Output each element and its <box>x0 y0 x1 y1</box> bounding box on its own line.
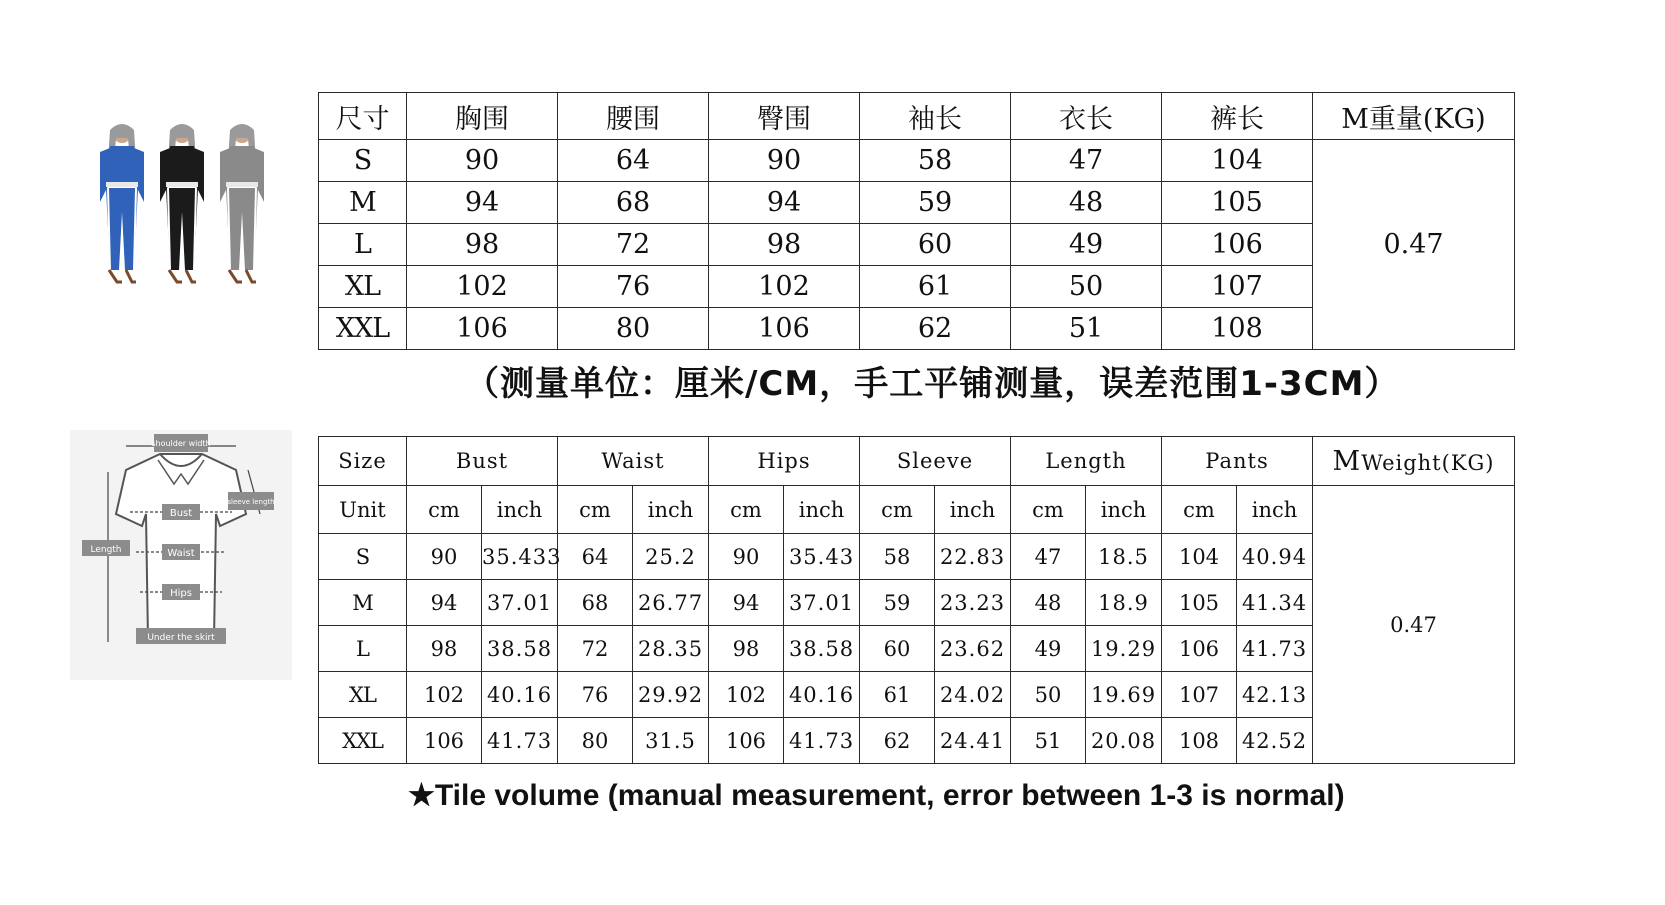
table-cell: 80 <box>558 308 709 350</box>
table-cell: 106 <box>709 308 860 350</box>
table-cell: 51 <box>1011 308 1162 350</box>
table-cell: 23.23 <box>935 580 1011 626</box>
table-cell: 41.73 <box>784 718 860 764</box>
table-cell: 105 <box>1162 580 1237 626</box>
table-cell: 31.5 <box>633 718 709 764</box>
header-weight <box>1313 437 1515 486</box>
size-cell: XL <box>319 266 407 308</box>
header-length: Length <box>1011 437 1162 486</box>
size-cell: M <box>319 182 407 224</box>
size-table-chinese <box>318 92 1515 350</box>
measurement-note-chinese: （测量单位：厘米/CM，手工平铺测量，误差范围1-3CM） <box>465 364 1400 404</box>
table-cell: 90 <box>709 534 784 580</box>
table-cell: 94 <box>709 182 860 224</box>
table-cell: 76 <box>558 672 633 718</box>
model-blue <box>100 124 144 282</box>
table-cell: 107 <box>1162 266 1313 308</box>
header-waist: Waist <box>558 437 709 486</box>
table-cell: 49 <box>1011 626 1086 672</box>
size-cell: XXL <box>319 308 407 350</box>
table-cell: 60 <box>860 626 935 672</box>
table-cell: 98 <box>709 224 860 266</box>
unit-inch: inch <box>784 486 860 534</box>
header-size: 尺寸 <box>319 93 407 140</box>
table-cell: 49 <box>1011 224 1162 266</box>
table-header-row <box>319 437 1515 486</box>
table-cell: 80 <box>558 718 633 764</box>
header-length: 衣长 <box>1011 93 1162 140</box>
unit-inch: inch <box>482 486 558 534</box>
header-hips: 臀围 <box>709 93 860 140</box>
table-cell: 61 <box>860 266 1011 308</box>
diagram-label-bust: Bust <box>169 508 193 519</box>
table-cell: 105 <box>1162 182 1313 224</box>
unit-inch: inch <box>1086 486 1162 534</box>
table-cell: 42.13 <box>1237 672 1313 718</box>
table-cell: 106 <box>407 718 482 764</box>
unit-cm: cm <box>1162 486 1237 534</box>
table-cell: 50 <box>1011 672 1086 718</box>
table-cell: 94 <box>407 580 482 626</box>
table-cell: 29.92 <box>633 672 709 718</box>
table-cell: 58 <box>860 140 1011 182</box>
table-cell: 60 <box>860 224 1011 266</box>
header-bust: 胸围 <box>407 93 558 140</box>
unit-cm: cm <box>407 486 482 534</box>
size-cell: S <box>319 534 407 580</box>
table-cell: 58 <box>860 534 935 580</box>
measurement-note-english: ★Tile volume (manual measurement, error between 1-3 is normal) <box>408 779 1345 812</box>
table-cell: 90 <box>407 534 482 580</box>
table-cell: 25.2 <box>633 534 709 580</box>
diagram-label-sleeve: sleeve length <box>227 498 275 506</box>
unit-cm: cm <box>1011 486 1086 534</box>
product-models-image <box>88 122 278 307</box>
header-weight-m: M <box>1332 445 1362 477</box>
size-cell: S <box>319 140 407 182</box>
header-bust: Bust <box>407 437 558 486</box>
table-cell: 98 <box>407 224 558 266</box>
table-cell: 59 <box>860 182 1011 224</box>
diagram-label-hem: Under the skirt <box>147 633 215 643</box>
table-cell: 38.58 <box>482 626 558 672</box>
unit-row <box>319 486 1515 534</box>
size-cell: L <box>319 626 407 672</box>
table-cell: 102 <box>407 266 558 308</box>
unit-cm: cm <box>558 486 633 534</box>
table-cell: 38.58 <box>784 626 860 672</box>
table-cell: 50 <box>1011 266 1162 308</box>
measurement-diagram <box>70 430 292 680</box>
header-hips: Hips <box>709 437 860 486</box>
table-cell: 108 <box>1162 308 1313 350</box>
size-cell: L <box>319 224 407 266</box>
table-cell: 102 <box>709 672 784 718</box>
table-cell: 40.16 <box>784 672 860 718</box>
table-cell: 72 <box>558 626 633 672</box>
model-black <box>160 124 204 282</box>
diagram-label-length: Length <box>90 545 122 555</box>
table-cell: 94 <box>407 182 558 224</box>
table-cell: 62 <box>860 718 935 764</box>
unit-inch: inch <box>1237 486 1313 534</box>
table-cell: 104 <box>1162 534 1237 580</box>
model-grey <box>220 124 264 282</box>
table-cell: 90 <box>407 140 558 182</box>
table-cell: 24.41 <box>935 718 1011 764</box>
table-row <box>319 140 1515 182</box>
size-cell: M <box>319 580 407 626</box>
diagram-label-waist: Waist <box>167 548 195 559</box>
header-size: Size <box>319 437 407 486</box>
header-weight-label: Weight(KG) <box>1361 450 1495 475</box>
table-cell: 61 <box>860 672 935 718</box>
table-cell: 51 <box>1011 718 1086 764</box>
table-cell: 102 <box>407 672 482 718</box>
table-cell: 102 <box>709 266 860 308</box>
diagram-label-shoulder: shoulder width <box>151 439 211 448</box>
table-cell: 37.01 <box>482 580 558 626</box>
table-cell: 40.94 <box>1237 534 1313 580</box>
table-cell: 41.73 <box>482 718 558 764</box>
table-cell: 20.08 <box>1086 718 1162 764</box>
table-cell: 104 <box>1162 140 1313 182</box>
header-sleeve: Sleeve <box>860 437 1011 486</box>
table-cell: 108 <box>1162 718 1237 764</box>
table-cell: 40.16 <box>482 672 558 718</box>
header-weight: M重量(KG) <box>1313 93 1515 140</box>
unit-cm: cm <box>860 486 935 534</box>
table-cell: 48 <box>1011 182 1162 224</box>
size-table-english <box>318 436 1515 764</box>
unit-cm: cm <box>709 486 784 534</box>
table-cell: 24.02 <box>935 672 1011 718</box>
table-cell: 68 <box>558 580 633 626</box>
table-cell: 106 <box>407 308 558 350</box>
table-cell: 76 <box>558 266 709 308</box>
table-cell: 68 <box>558 182 709 224</box>
table-cell: 28.35 <box>633 626 709 672</box>
table-cell: 106 <box>1162 626 1237 672</box>
table-header-row <box>319 93 1515 140</box>
header-waist: 腰围 <box>558 93 709 140</box>
unit-inch: inch <box>633 486 709 534</box>
table-cell: 26.77 <box>633 580 709 626</box>
header-sleeve: 袖长 <box>860 93 1011 140</box>
table-cell: 19.69 <box>1086 672 1162 718</box>
unit-inch: inch <box>935 486 1011 534</box>
table-cell: 19.29 <box>1086 626 1162 672</box>
table-cell: 41.73 <box>1237 626 1313 672</box>
header-pants: Pants <box>1162 437 1313 486</box>
table-cell: 18.5 <box>1086 534 1162 580</box>
table-cell: 23.62 <box>935 626 1011 672</box>
table-cell: 22.83 <box>935 534 1011 580</box>
diagram-label-hips: Hips <box>170 588 192 599</box>
table-cell: 35.433 <box>482 534 558 580</box>
table-cell: 47 <box>1011 140 1162 182</box>
table-cell: 62 <box>860 308 1011 350</box>
table-cell: 98 <box>407 626 482 672</box>
table-cell: 106 <box>709 718 784 764</box>
table-cell: 48 <box>1011 580 1086 626</box>
size-cell: XXL <box>319 718 407 764</box>
header-pants: 裤长 <box>1162 93 1313 140</box>
table-cell: 72 <box>558 224 709 266</box>
table-cell: 37.01 <box>784 580 860 626</box>
table-cell: 41.34 <box>1237 580 1313 626</box>
table-cell: 35.43 <box>784 534 860 580</box>
table-cell: 18.9 <box>1086 580 1162 626</box>
table-cell: 42.52 <box>1237 718 1313 764</box>
unit-label: Unit <box>319 486 407 534</box>
table-cell: 94 <box>709 580 784 626</box>
weight-value: 0.47 <box>1313 486 1515 764</box>
table-cell: 90 <box>709 140 860 182</box>
table-cell: 47 <box>1011 534 1086 580</box>
weight-value: 0.47 <box>1313 140 1515 350</box>
size-cell: XL <box>319 672 407 718</box>
table-cell: 64 <box>558 534 633 580</box>
table-cell: 107 <box>1162 672 1237 718</box>
table-cell: 64 <box>558 140 709 182</box>
table-cell: 59 <box>860 580 935 626</box>
table-cell: 98 <box>709 626 784 672</box>
table-cell: 106 <box>1162 224 1313 266</box>
